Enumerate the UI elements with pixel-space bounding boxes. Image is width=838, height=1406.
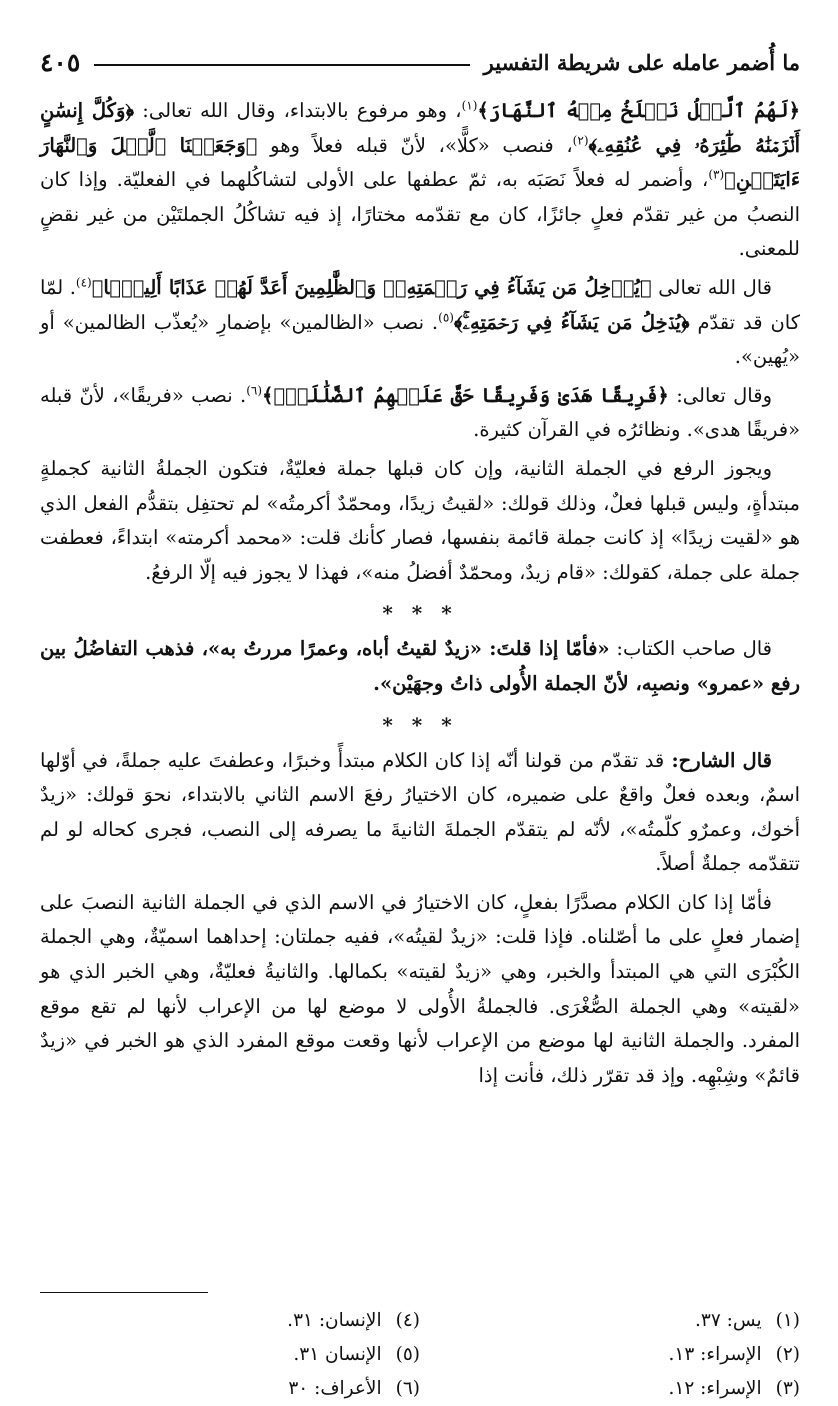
text-segment: . نصب «الظالمين» بإضمارِ «يُعذّب الظالمين» أو «يُهين». <box>40 310 800 369</box>
text-segment: ، فنصب «كلًّا»، لأنّ قبله فعلاً وهو <box>257 133 573 157</box>
paragraph <box>40 379 800 448</box>
text-segment: ، وأضمر له فعلاً نَصَبَه به، ثمّ عطفها على الأولى لتشاكُلهما في الفعليّة. وإذا كان النصبُ من غير تقدّم فعلٍ جائزًا، كان مع تقدّمه مختارًا، إذ فيه تشاكُلُ الجملتَيْن من غير نقضٍ للمعنى. <box>40 168 800 261</box>
page-body <box>40 94 800 1093</box>
footnote <box>40 1372 420 1406</box>
footnote <box>420 1372 800 1406</box>
footnote-ref: (٤) <box>75 275 92 290</box>
book-page <box>40 42 800 1399</box>
footnote-text: الإسراء: ١٣. <box>668 1344 762 1365</box>
footnote-ref: (١) <box>461 98 478 113</box>
footnote-text: يس: ٣٧. <box>695 1310 762 1331</box>
footnote <box>40 1304 420 1338</box>
paragraph <box>40 94 800 267</box>
quran-verse: ﴿فَرِيقًا هَدَىٰ وَفَرِيقًا حَقَّ عَلَيۡهِمُ ٱلضَّلَٰلَةُۚ﴾ <box>262 383 669 407</box>
quran-verse: ﴿وَكُلَّ إِنسَٰنٍ أَلۡزَمۡنَٰهُ طَٰٓئِرَهُۥ فِي عُنُقِهِۦ﴾ <box>40 99 800 157</box>
text-segment: قال صاحب الكتاب: <box>609 637 773 661</box>
footnotes <box>40 1304 800 1406</box>
footnote-number: (٥) <box>395 1344 420 1365</box>
section-separator: * * * <box>382 601 458 626</box>
bold-text: «فأمّا إذا قلتَ: «زيدٌ لقيتُ أباه، وعمرًا مررتُ به»، فذهب التفاضُلُ بين رفع «عمرو» ونصبِه، لأنّ الجملة الأُولى ذاتُ وجهَيْن». <box>40 637 800 695</box>
text-segment: فأمّا إذا كان الكلام مصدَّرًا بفعلٍ، كان الاختيارُ في الاسم الذي في الجملة الثانية النصبَ على إضمار فعلٍ على ما أصّلناه. فإذا قلت: «زيدٌ لقيتُه»، ففيه جملتان: إحداهما اسميّةٌ، وهي الجملة الكُبْرَى التي هي المبتدأ والخبر، وهي «زيدٌ لقيته» بكمالها. والثانيةُ فعليّةٌ، وهي الخبر الذي هو «لقيته» وهي الجملة الصُّغْرَى. فالجملةُ الأُولى لا موضع لها من الإعراب لأنها لم تقع موقع المفرد. والجملة الثانية لها موضع من الإعراب لأنها وقعت موقع المفرد الذي هو الخبر في «زيدٌ قائمٌ» وشِبْهِه. وإذ قد تقرّر ذلك، فأنت إذا <box>40 890 800 1087</box>
page-number: ٤٠٥ <box>40 47 81 77</box>
footnote-separator <box>40 1292 208 1293</box>
quran-verse: ﴿لَهُمُ ٱلَّيۡلُ نَسۡلَخُ مِنۡهُ ٱلنَّهَارَ﴾ <box>477 99 800 122</box>
paragraph <box>40 271 800 375</box>
footnote-number: (٦) <box>395 1378 420 1399</box>
footnote-number: (٣) <box>775 1378 800 1399</box>
footnote-ref: (٢) <box>572 133 589 148</box>
header-rule <box>94 64 469 66</box>
footnote-ref: (٣) <box>708 167 725 182</box>
quran-verse: ﴿يُدۡخِلُ مَن يَشَآءُ فِي رَحۡمَتِهِۦۚ وَٱلظَّٰلِمِينَ أَعَدَّ لَهُمۡ عَذَابًا أَلِيمَۢا﴾ <box>91 275 652 299</box>
paragraph <box>40 452 800 590</box>
footnote-text: الأعراف: ٣٠ <box>288 1378 382 1399</box>
paragraph <box>40 744 800 882</box>
footnote-text: الإنسان ٣١. <box>293 1344 382 1365</box>
footnote-text: الإسراء: ١٢. <box>668 1378 762 1399</box>
paragraph <box>40 886 800 1094</box>
text-segment: وقال تعالى: <box>668 383 772 407</box>
text-segment: ويجوز الرفع في الجملة الثانية، وإن كان قبلها جملة فعليّةٌ، فتكون الجملةُ الثانية كجملةٍ مبتدأةٍ، وليس قبلها فعلٌ، وذلك قولك: «لقيتُ زيدًا، ومحمّدٌ أكرمتُه» لم تحتفِل بتقدُّم الفعل الذي هو «لقيت زيدًا» إذ كانت جملة قائمة بنفسها، فصار كأنك قلت: «محمد أكرمته» ابتداءً، فعطفت جملة على جملة، كقولك: «قام زيدٌ، ومحمّدٌ أفضلُ منه»، فهذا لا يجوز فيه إلّا الرفعُ. <box>40 456 800 584</box>
text-segment: ، وهو مرفوع بالابتداء، وقال الله تعالى: <box>134 99 462 122</box>
text-segment: . لمّا كان قد تقدّم <box>40 275 800 334</box>
footnote-ref: (٥) <box>438 310 454 325</box>
running-header <box>40 42 800 82</box>
quran-verse: ﴿يُدۡخِلُ مَن يَشَآءُ فِي رَحۡمَتِهِۦۚ﴾ <box>453 310 690 334</box>
quran-verse: ﴿وَجَعَلۡنَا ٱلَّيۡلَ وَٱلنَّهَارَ ءَايَتَيۡنِ﴾ <box>40 133 800 192</box>
footnote-number: (٢) <box>775 1344 800 1365</box>
footnote <box>420 1338 800 1372</box>
footnote-number: (٤) <box>395 1310 420 1331</box>
text-segment: قد تقدّم من قولنا أنّه إذا كان الكلام مبتدأً وخبرًا، وعطفتَ عليه جملةً، في أوّلها اسمٌ، وبعده فعلٌ واقعٌ على ضميره، كان الاختيارُ رفعَ الاسم الثاني بالابتداء، نحوَ قولك: «زيدٌ أخوك، وعمرٌو كلّمتُه»، لأنّه لم يتقدّم الجملةَ الثانيةَ ما يصرفه إلى النصب، فجرى كحاله لو لم تتقدّمه جملةٌ أصلاً. <box>40 748 800 876</box>
text-segment: قال الله تعالى <box>651 275 772 299</box>
footnote <box>40 1338 420 1372</box>
footnote-number: (١) <box>775 1310 800 1331</box>
footnote <box>420 1304 800 1338</box>
paragraph <box>40 632 800 701</box>
footnote-text: الإنسان: ٣١. <box>287 1310 382 1331</box>
footnote-ref: (٦) <box>246 383 263 398</box>
bold-text: قال الشارح: <box>664 748 772 772</box>
running-title: ما أُضمر عامله على شريطة التفسير <box>483 49 800 75</box>
text-segment: . نصب «فريقًا»، لأنّ قبله «فريقًا هدى». ونظائرُه في القرآن كثيرة. <box>40 383 800 442</box>
section-separator: * * * <box>382 712 458 737</box>
